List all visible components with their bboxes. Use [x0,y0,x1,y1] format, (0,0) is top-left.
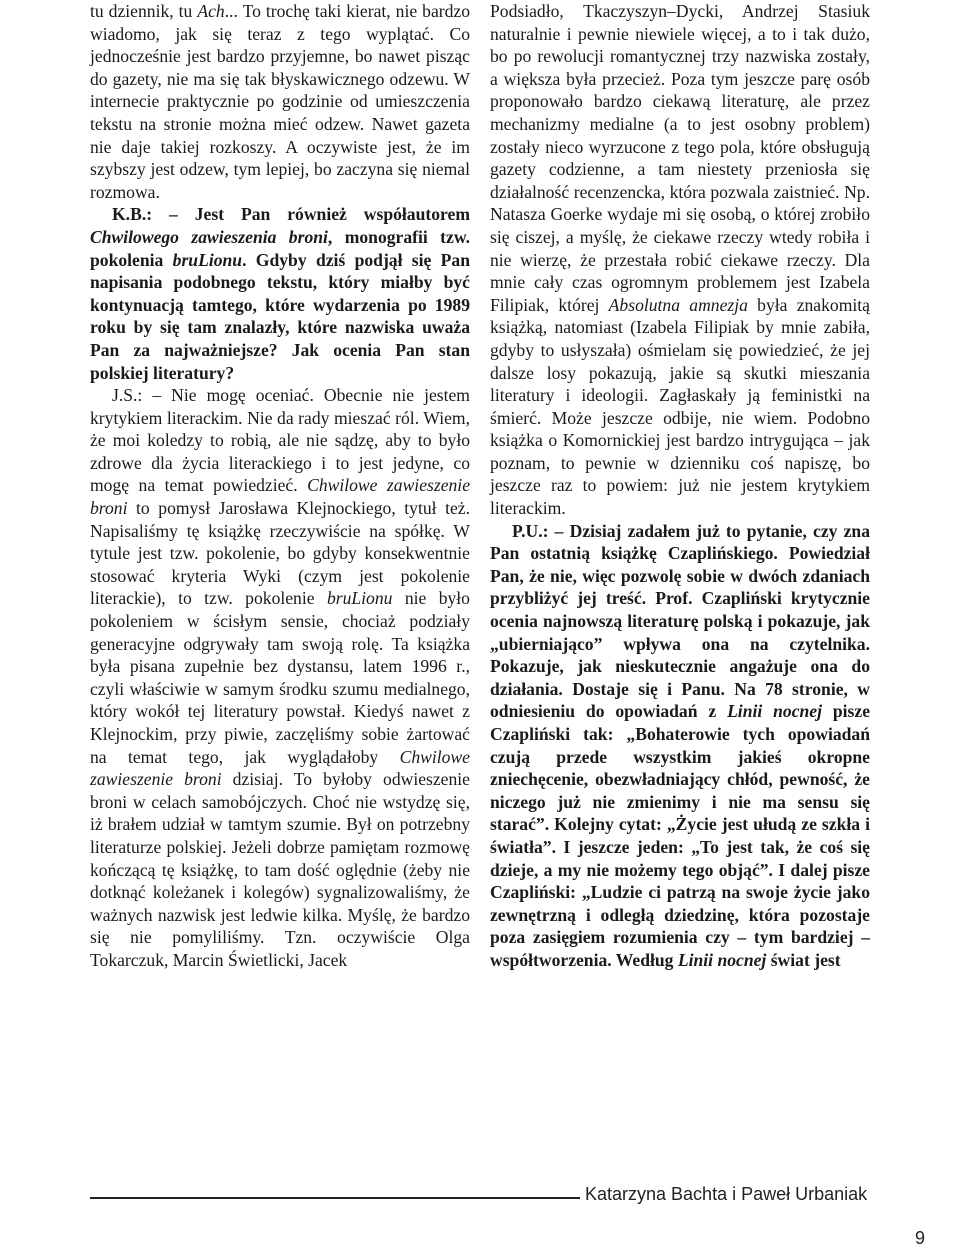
footer-rule [90,1197,580,1199]
footer [0,1180,960,1210]
left-column [90,0,470,972]
question-kb: K.B.: – Jest Pan również współautorem Chwilowego zawieszenia broni, monografii tzw. pokolenia bruLionu. Gdyby dziś podjął się Pan napisania podobnego tekstu, który miałby być kontynuacją tamtego, które wydarzenia po 1989 roku by się tam znalazły, które nazwiska uważa Pan za najważniejsze? Jak ocenia Pan stan polskiej literatury? [90,204,470,383]
footer-author: Katarzyna Bachta i Paweł Urbaniak [585,1184,868,1204]
question-pu: P.U.: – Dzisiaj zadałem już to pytanie, czy zna Pan ostatnią książkę Czaplińskiego. Powiedział Pan, że nie, więc pozwolę sobie w dwóch zdaniach przybliżyć jej treść. Prof. Czapliński krytycznie ocenia najnowszą literaturę polską i pokazuje, jak „ubierniająco” wpływa ona na czytelnika. Pokazuje, jak nieskutecznie angażuje ona do działania. Dostaje się i Panu. Na 78 stronie, w odniesieniu do opowiadań z Linii nocnej pisze Czapliński tak: „Bohaterowie tych opowiadań czują przede wszystkim jakieś okropne zniechęcenie, obezwładniający chłód, pewność, że niczego już nie zmienimy i nie ma sensu się starać”. Kolejny cytat: „Życie jest ułudą ze szkła i światła”. I jeszcze jeden: „To jest tak, że coś się dzieje, a my nie możemy tego objąć”. I dalej pisze Czapliński: „Ludzie ci patrzą na swoje życie jako zewnętrzną i odległą dziedzinę, która pozostaje poza zasięgiem rozumienia czy – tym bardziej – współtworzenia. Według Linii nocnej świat jest [490,520,871,970]
paragraph-intro: tu dziennik, tu Ach... To trochę taki kierat, nie bardzo wiadomo, jak się teraz z tego wyplątać. Co jednocześnie jest bardzo przyjemne, bo nawet pisząc do gazety, nie ma się tak błyskawicznego odzewu. W internecie praktycznie po godzinie od umieszczenia tekstu na stronie można mieć odzew. Nawet gazeta nie daje takiej rozkoszy. A oczywiste jest, że im szybszy jest odzew, tym lepiej, bo zaczyna się niemal rozmowa. [90,1,471,202]
page-number: 9 [915,1228,926,1248]
paragraph-continuation: Podsiadło, Tkaczyszyn–Dycki, Andrzej Stasiuk naturalnie i pewnie niewiele więcej, a to i tak dużo, bo po rewolucji romantycznej trzy nazwiska zostały, a większa była przecież. Poza tym jeszcze parę osób proponowało bardzo ciekawą literaturę, ale przez mechanizmy medialne (a to jest osobny problem) zostały nieco wyrzucone z tego pola, które obsługują gazety codzienne, a tam niestety przeniosła się działalność recenzencka, która pozwala zaistnieć. Np. Natasza Goerke wydaje mi się osobą, o której zrobiło się ciszej, a myślę, że ciekawe rzeczy wtedy robiła i nie wierzę, że przestała robić ciekawe rzeczy. Dla mnie cały czas ogromnym problemem jest Izabela Filipiak, której Absolutna amnezja była znakomitą książką, natomiast (Izabela Filipiak by mnie zabiła, gdyby to usłyszała) ośmielam się powiedzieć, że jej dalsze losy pokazują, jakie są skutki mieszania literatury i ideologii. Zagłaskały ją feministki na śmierć. Może jeszcze odbije, nie wiem. Podobno książka o Komornickiej jest bardzo intrygująca – jak poznam, to pewnie w dzienniku coś napiszę, bo jeszcze raz to powiem: już nie jestem krytykiem literackim. [490,1,870,519]
right-column [490,0,870,972]
answer-js: J.S.: – Nie mogę oceniać. Obecnie nie jestem krytykiem literackim. Nie da rady mieszać ról. Wiem, że moi koledzy to robią, ale nie sądzę, aby to było zdrowe dla życia literackiego i to jest jedyne, co mogę na temat powiedzieć. Chwilowe zawieszenie broni to pomysł Jarosława Klejnockiego, tytuł też. Napisaliśmy tę książkę rzeczywiście na spółkę. W tytule jest tzw. pokolenie, bo gdyby konsekwentnie stosować kryteria Wyki (czym jest pokolenie literackie), to tzw. pokolenie bruLionu nie było pokoleniem w ścisłym sensie, chociaż podziały generacyjne odgrywały tam swoją rolę. Ta książka była pisana zupełnie bez dystansu, latem 1996 r., czyli właściwie w samym środku szumu medialnego, który wokół tej literatury powstał. Kiedyś nawet z Klejnockim, przy piwie, zaczęliśmy sobie żartować na temat tego, jak wyglądałoby Chwilowe zawieszenie broni dzisiaj. To byłoby odwieszenie broni w celach samobójczych. Choć nie wstydzę się, iż brałem udział w tamtym szumie. Był on potrzebny literaturze polskiej. Jeżeli dobrze pamiętam rozmowę kończącą tę książkę, to tam dość oględnie (żeby nie dotknąć koleżanek i kolegów) sygnalizowaliśmy, że ważnych nazwisk jest ledwie kilka. Myślę, że bardzo się nie pomyliliśmy. Tzn. oczywiście Olga Tokarczuk, Marcin Świetlicki, Jacek [90,385,471,970]
